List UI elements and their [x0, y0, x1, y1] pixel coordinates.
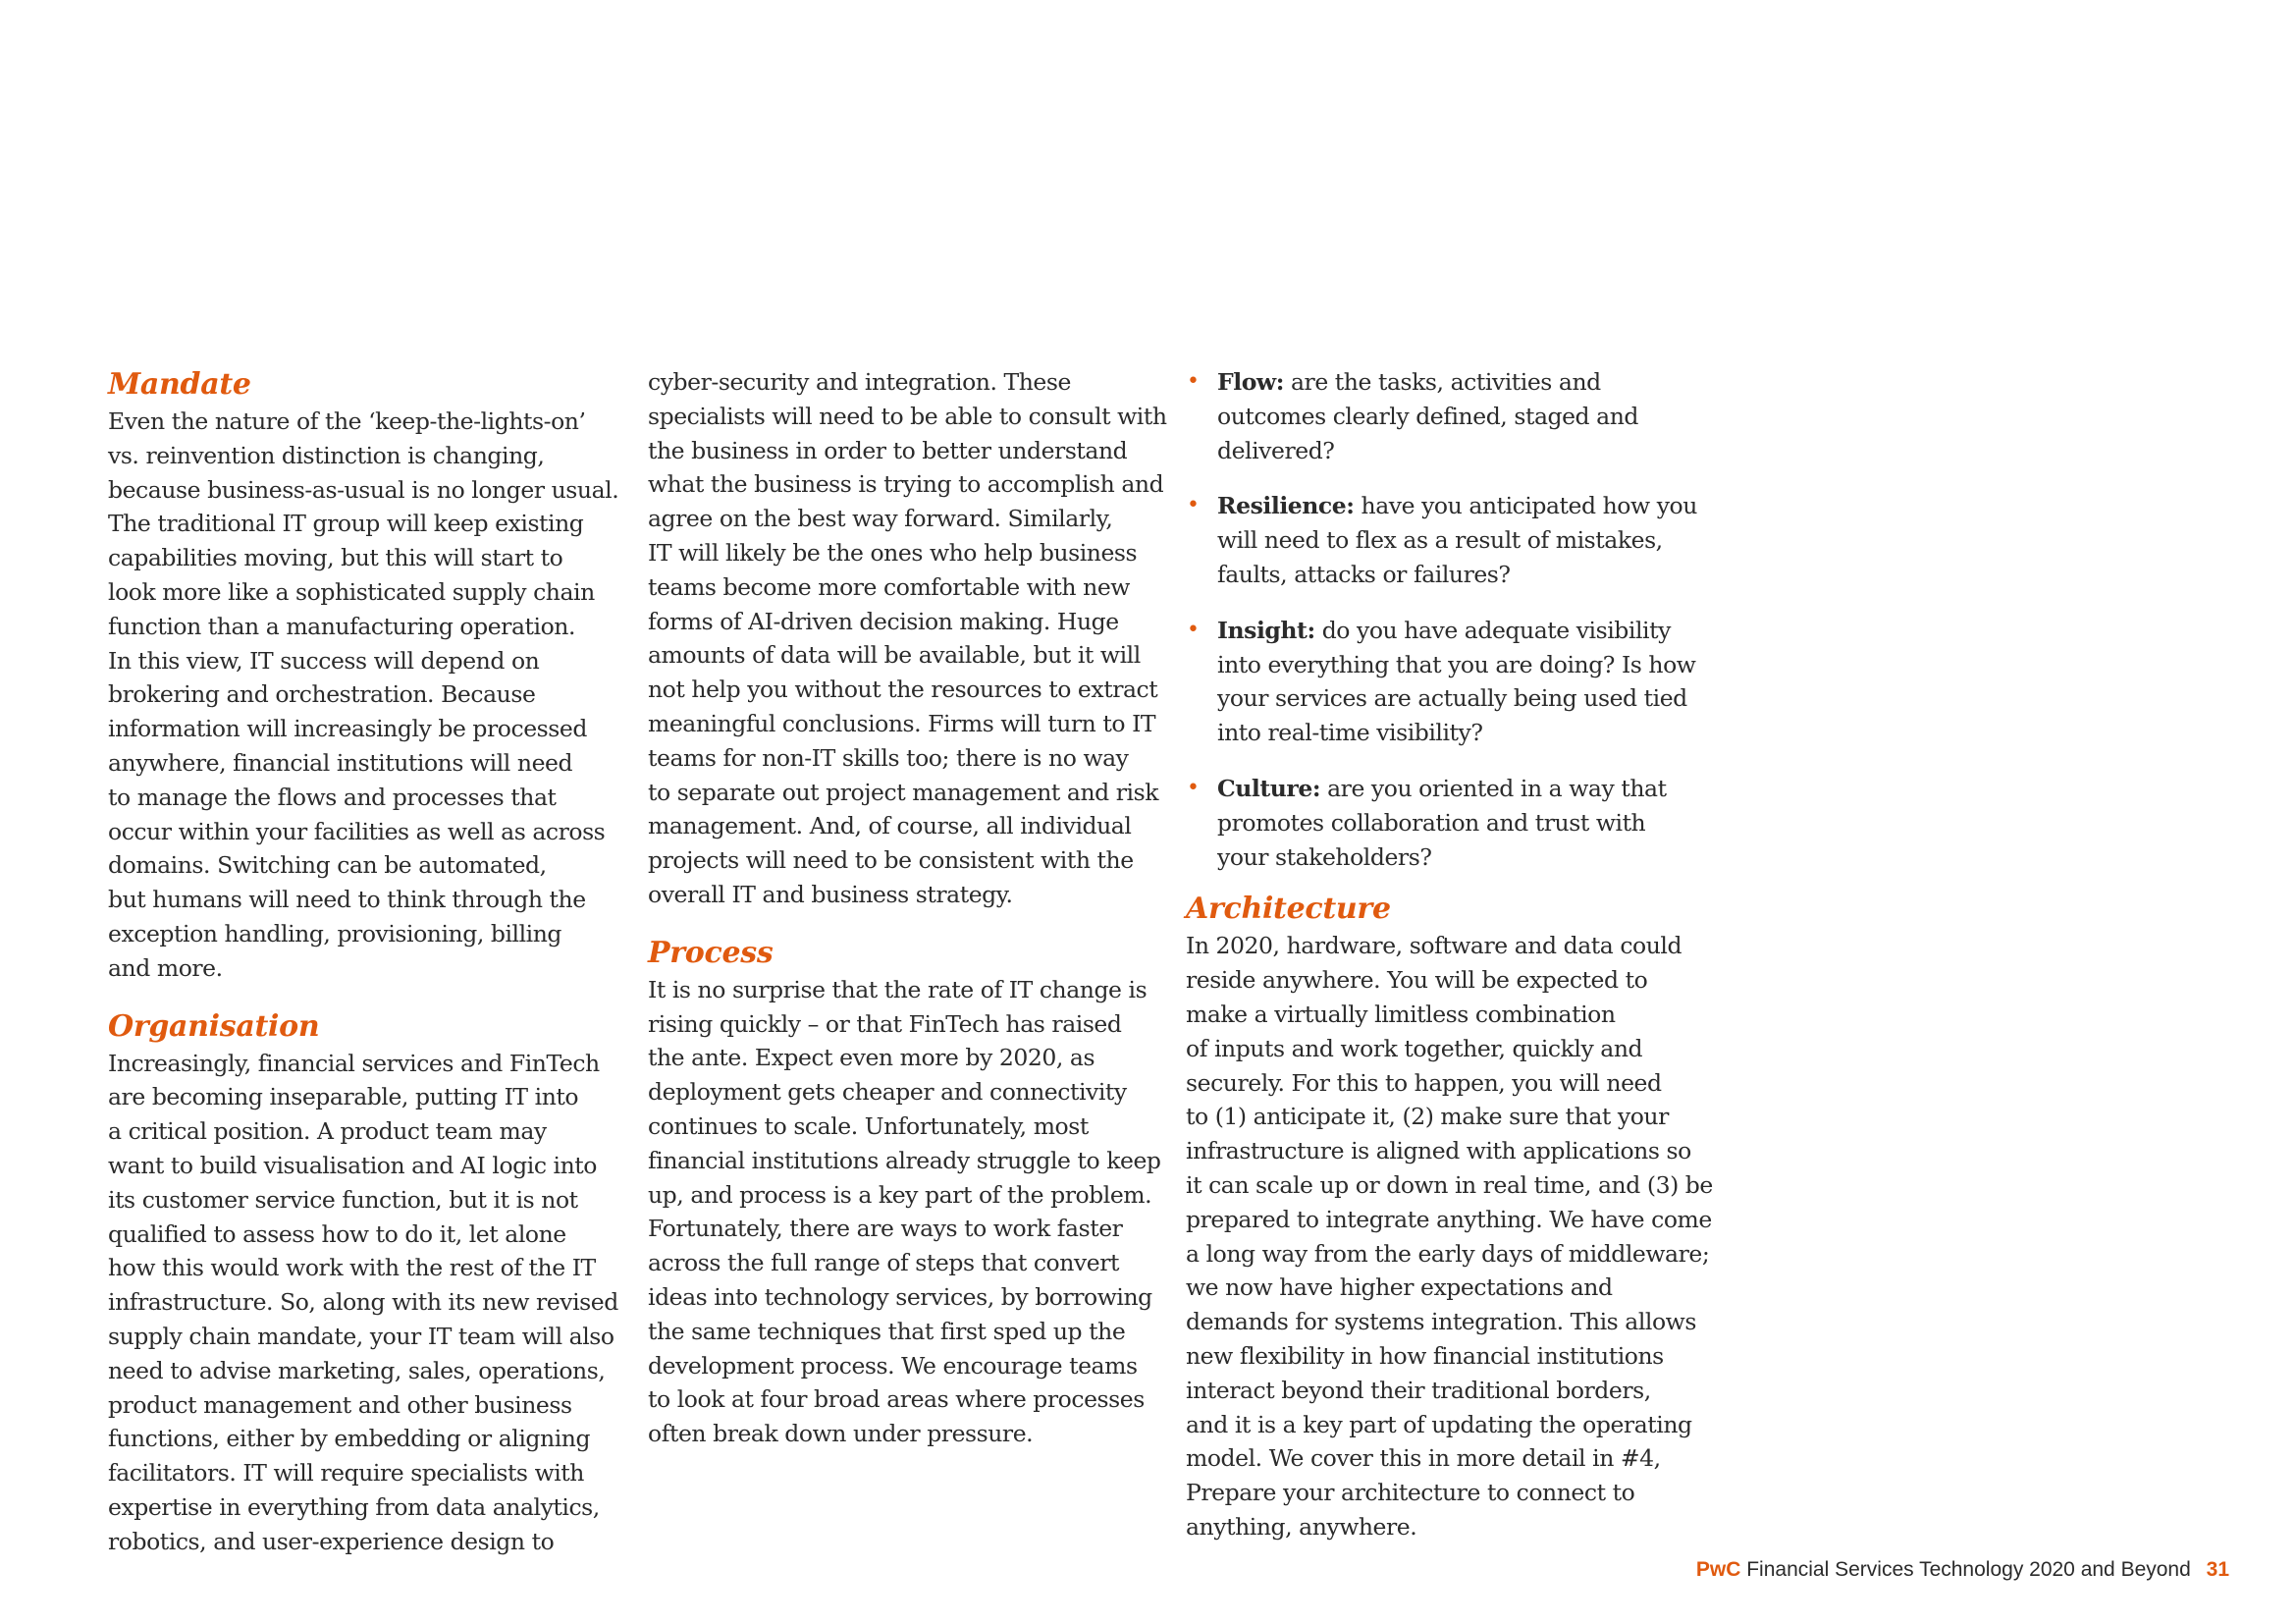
text-line: projects will need to be consistent with the	[648, 846, 1134, 875]
page-number: 31	[2206, 1558, 2229, 1581]
text-line: overall IT and business strategy.	[648, 880, 1013, 908]
text-line: to look at four broad areas where processes	[648, 1385, 1145, 1414]
section-heading-architecture: Architecture	[1186, 892, 1391, 927]
text-line: ideas into technology services, by borrowing	[648, 1282, 1152, 1311]
text-line: the ante. Expect even more by 2020, as	[648, 1044, 1095, 1072]
process-areas-list	[1186, 365, 1713, 874]
bullet-dot-icon: •	[1187, 775, 1200, 800]
text-line: a long way from the early days of middleware;	[1186, 1239, 1710, 1268]
text-line: meaningful conclusions. Firms will turn to IT	[648, 709, 1156, 737]
footer-title: Financial Services Technology 2020 and Beyond	[1746, 1558, 2191, 1581]
text-line: are becoming inseparable, putting IT into	[108, 1083, 579, 1111]
text-line: continues to scale. Unfortunately, most	[648, 1111, 1089, 1140]
text-line: Increasingly, financial services and FinTech	[108, 1049, 600, 1077]
text-line: brokering and orchestration. Because	[108, 680, 536, 709]
list-item-flow	[1186, 365, 1713, 467]
text-line: agree on the best way forward. Similarly,	[648, 505, 1113, 533]
text-line: securely. For this to happen, you will need	[1186, 1068, 1662, 1097]
text-line: across the full range of steps that convert	[648, 1249, 1119, 1277]
text-line: look more like a sophisticated supply chain	[108, 577, 595, 606]
text-line: because business-as-usual is no longer usual.	[108, 475, 619, 504]
text-line: to (1) anticipate it, (2) make sure that your	[1186, 1103, 1669, 1131]
bullet-text: are the tasks, activities and	[1290, 368, 1601, 396]
text-line: promotes collaboration and trust with	[1217, 808, 1646, 837]
bullet-first-line	[1217, 365, 1713, 400]
text-line: up, and process is a key part of the problem.	[648, 1180, 1152, 1209]
footer-brand: PwC	[1695, 1558, 1741, 1581]
section-heading-organisation: Organisation	[108, 1008, 320, 1044]
process-body	[648, 973, 1167, 1451]
text-line: new flexibility in how financial institutions	[1186, 1341, 1664, 1370]
text-line: supply chain mandate, your IT team will also	[108, 1322, 614, 1350]
text-line: prepared to integrate anything. We have come	[1186, 1205, 1712, 1233]
text-line: we now have higher expectations and	[1186, 1273, 1613, 1302]
text-line: into real-time visibility?	[1217, 719, 1483, 747]
text-line: and more.	[108, 953, 223, 982]
mandate-body	[108, 405, 618, 986]
organisation-body	[108, 1047, 618, 1559]
bullet-text: do you have adequate visibility	[1321, 616, 1671, 644]
text-line: the same techniques that first sped up the	[648, 1317, 1126, 1345]
text-line: faults, attacks or failures?	[1217, 560, 1511, 588]
text-line: make a virtually limitless combination	[1186, 1000, 1616, 1028]
text-line: often break down under pressure.	[648, 1420, 1034, 1448]
text-line: your services are actually being used tied	[1217, 684, 1687, 713]
text-line: IT will likely be the ones who help business	[648, 538, 1138, 567]
text-line: rising quickly – or that FinTech has raised	[648, 1009, 1122, 1038]
bullet-dot-icon: •	[1187, 369, 1200, 394]
text-line: want to build visualisation and AI logic into	[108, 1151, 598, 1179]
text-line: your stakeholders?	[1217, 842, 1432, 871]
bullet-first-line	[1217, 772, 1713, 806]
text-line: teams become more comfortable with new	[648, 572, 1130, 601]
text-line: qualified to assess how to do it, let alone	[108, 1219, 566, 1248]
text-line: It is no surprise that the rate of IT change is	[648, 975, 1148, 1003]
text-line: outcomes clearly defined, staged and	[1217, 402, 1639, 430]
text-line: financial institutions already struggle to keep	[648, 1146, 1161, 1174]
text-line: occur within your facilities as well as across	[108, 817, 606, 845]
text-line: deployment gets cheaper and connectivity	[648, 1078, 1127, 1107]
text-line: function than a manufacturing operation.	[108, 612, 575, 640]
text-line: anywhere, financial institutions will need	[108, 748, 573, 777]
text-line: management. And, of course, all individual	[648, 812, 1132, 840]
text-line: specialists will need to be able to consult with	[648, 402, 1167, 430]
bullet-rest	[1217, 806, 1713, 875]
text-line: and it is a key part of updating the operating	[1186, 1410, 1692, 1438]
bullet-term: Insight:	[1217, 616, 1315, 644]
bullet-rest	[1217, 648, 1713, 750]
text-line: domains. Switching can be automated,	[108, 851, 547, 880]
text-line: facilitators. IT will require specialists with	[108, 1459, 584, 1488]
text-line: a critical position. A product team may	[108, 1117, 547, 1146]
page-footer	[1696, 1555, 2229, 1585]
text-line: capabilities moving, but this will start to	[108, 544, 563, 572]
text-line: teams for non-IT skills too; there is no way	[648, 743, 1129, 772]
bullet-first-line	[1217, 489, 1713, 523]
text-line: the business in order to better understand	[648, 436, 1128, 464]
text-line: cyber-security and integration. These	[648, 368, 1071, 396]
bullet-text: have you anticipated how you	[1361, 492, 1697, 520]
text-line: how this would work with the rest of the IT	[108, 1254, 596, 1282]
architecture-body	[1186, 929, 1713, 1543]
list-item-insight	[1186, 614, 1713, 750]
text-line: Fortunately, there are ways to work faster	[648, 1215, 1123, 1243]
text-line: will need to flex as a result of mistakes,	[1217, 526, 1663, 555]
text-line: The traditional IT group will keep existing	[108, 510, 584, 538]
text-line: to separate out project management and risk	[648, 778, 1159, 806]
bullet-first-line	[1217, 614, 1713, 648]
text-line: robotics, and user-experience design to	[108, 1527, 555, 1555]
column-1	[108, 365, 618, 1559]
bullet-term: Resilience:	[1217, 492, 1355, 520]
text-line: expertise in everything from data analytics,	[108, 1492, 600, 1521]
bullet-dot-icon: •	[1187, 617, 1200, 642]
section-heading-process: Process	[648, 935, 774, 970]
text-line: demands for systems integration. This allows	[1186, 1308, 1696, 1336]
text-line: Even the nature of the ‘keep-the-lights-on’	[108, 407, 586, 435]
text-line: not help you without the resources to extract	[648, 676, 1158, 704]
bullet-text: are you oriented in a way that	[1327, 774, 1667, 802]
text-line: product management and other business	[108, 1390, 572, 1419]
text-line: what the business is trying to accomplish and	[648, 470, 1164, 499]
bullet-term: Culture:	[1217, 774, 1321, 802]
bullet-dot-icon: •	[1187, 493, 1200, 518]
text-line: delivered?	[1217, 436, 1335, 464]
text-line: information will increasingly be processed	[108, 715, 587, 743]
text-line: development process. We encourage teams	[648, 1351, 1138, 1380]
text-line: amounts of data will be available, but it will	[648, 641, 1141, 670]
text-line: vs. reinvention distinction is changing,	[108, 441, 545, 469]
text-line: but humans will need to think through the	[108, 886, 586, 914]
text-line: infrastructure is aligned with applications so	[1186, 1137, 1691, 1165]
organisation-body-continued	[648, 365, 1167, 912]
list-item-culture	[1186, 772, 1713, 874]
text-line: it can scale up or down in real time, and (3) be	[1186, 1170, 1713, 1199]
text-line: interact beyond their traditional borders,	[1186, 1376, 1651, 1404]
text-line: model. We cover this in more detail in #4,	[1186, 1444, 1661, 1473]
text-line: exception handling, provisioning, billing	[108, 919, 562, 947]
text-line: forms of AI-driven decision making. Huge	[648, 607, 1119, 635]
text-line: to manage the flows and processes that	[108, 783, 557, 811]
text-line: In 2020, hardware, software and data could	[1186, 932, 1682, 960]
list-item-resilience	[1186, 489, 1713, 591]
text-line: into everything that you are doing? Is how	[1217, 650, 1696, 678]
section-heading-mandate: Mandate	[108, 367, 251, 402]
bullet-term: Flow:	[1217, 368, 1284, 396]
text-line: anything, anywhere.	[1186, 1512, 1417, 1541]
text-line: infrastructure. So, along with its new revised	[108, 1288, 618, 1317]
bullet-rest	[1217, 400, 1713, 468]
text-line: reside anywhere. You will be expected to	[1186, 966, 1648, 995]
bullet-rest	[1217, 523, 1713, 592]
text-line: In this view, IT success will depend on	[108, 646, 540, 675]
text-line: need to advise marketing, sales, operations,	[108, 1356, 606, 1384]
text-line: of inputs and work together, quickly and	[1186, 1034, 1643, 1062]
text-line: its customer service function, but it is not	[108, 1185, 578, 1214]
column-3	[1186, 365, 1713, 1544]
text-line: Prepare your architecture to connect to	[1186, 1479, 1635, 1507]
text-line: functions, either by embedding or aligning	[108, 1425, 591, 1453]
column-2	[648, 365, 1167, 1451]
